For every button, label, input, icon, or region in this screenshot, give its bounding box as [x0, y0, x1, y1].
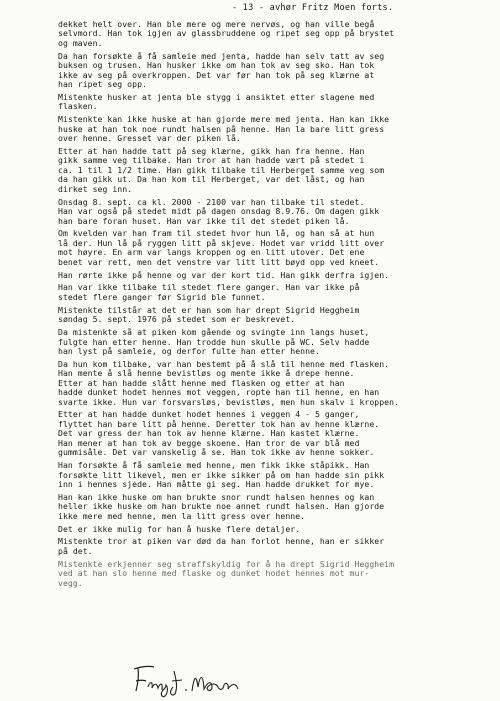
text-line: Da mistenkte så at piken kom gående og svingte inn langs huset, — [58, 327, 370, 338]
text-line: flyttet han bare litt på henne. Deretter tok han av henne klærne. — [58, 418, 380, 429]
paragraph — [58, 20, 490, 48]
text-line: Han mener at han tok av begge skoene. Han tror de var blå med — [58, 437, 360, 448]
text-line: mot høyre. En arm var langs kroppen og en litt utover. Det ene — [58, 247, 365, 258]
text-line: Han var også på stedet midt på dagen onsdag 8.9.76. Om dagen gikk — [58, 206, 380, 217]
paragraph — [58, 537, 490, 556]
text-line: ikke mere med henne, men la litt gress over henne. — [58, 510, 306, 521]
paragraph — [58, 461, 490, 489]
text-line: Han rørte ikke på henne og var der kort tid. Han gikk derfra igjen. — [58, 269, 390, 280]
text-line: Da han forsøkte å få samleie med jenta, hadde han selv tatt av seg — [58, 50, 385, 61]
text-line: heller ikke huske om han brukte noe annet rundt halsen. Han gjorde — [58, 501, 385, 512]
paragraph — [58, 283, 490, 302]
text-line: Mistenkte tror at piken var død da han forlot henne, han er sikker — [58, 536, 385, 547]
text-line: dirket seg inn. — [58, 183, 133, 194]
text-line: Mistenkte husker at jenta ble stygg i ansiktet etter slagene med — [58, 91, 375, 102]
text-line: Han mente å slå henne bevistløs og mente ikke å drepe henne. — [58, 368, 355, 379]
text-line: han lyst på samleie, og derfor fulte han etter henne. — [58, 345, 320, 356]
paragraph — [58, 147, 490, 194]
paragraph — [58, 52, 490, 90]
text-line: Onsdag 8. sept. ca kl. 2000 - 2100 var han tilbake til stedet. — [58, 196, 365, 207]
closing-statement — [58, 560, 490, 588]
text-line: Det er ikke mulig for han å huske flere detaljer. — [58, 523, 301, 534]
text-line: hadde dunket hodet hennes mot veggen, ropte han til henne, en han — [58, 387, 380, 398]
paragraph — [58, 493, 490, 521]
paragraph — [58, 93, 490, 112]
paragraph — [58, 306, 490, 325]
paragraph — [58, 115, 490, 143]
text-line: ca. 1 til 1 1/2 time. Han gikk tilbake til Herberget samme veg som — [58, 164, 385, 175]
paragraph — [58, 410, 490, 457]
text-line: fulgte han etter henne. Han trodde hun skulle på WC. Selv hadde — [58, 336, 370, 347]
text-line: ved at han slo henne med flaske og dunket hodet hennes mot mur- — [58, 568, 370, 579]
text-line: benet var rett, men det venstre var litt litt bøyd opp ved kneet. — [58, 256, 380, 267]
paragraph — [58, 360, 490, 407]
paragraph — [58, 525, 490, 534]
text-line: han bare foran huset. Han var ikke til det stedet piken lå. — [58, 215, 350, 226]
text-line: dekket helt over. Han ble mere og mere nervøs, og han ville begå — [58, 19, 375, 29]
text-line: flasken. — [58, 101, 98, 112]
text-line: buksen og trusen. Han husker ikke om han tok av seg sko. Han tok — [58, 60, 375, 71]
paragraph — [58, 271, 490, 280]
text-line: da han gikk ut. Da han kom til Herberget, var det låst, og han — [58, 174, 365, 185]
text-line: huske at han tok noe rundt halsen på henne. Han la bare litt gress — [58, 123, 385, 134]
text-line: gummisåle. Det var vanskelig å se. Han tok ikke av henne sokker. — [58, 447, 375, 458]
text-line: Da hun kom tilbake, var han bestemt på å slå til henne med flasken. — [58, 358, 390, 369]
paragraph — [58, 229, 490, 267]
paragraph — [58, 328, 490, 356]
paragraph — [58, 198, 490, 226]
text-line: Om kvelden var han fram til stedet hvor hun lå, og han så at hun — [58, 228, 375, 239]
text-line: over henne. Gresset var der piken lå. — [58, 133, 241, 144]
text-line: vegg. — [58, 577, 83, 588]
text-line: Etter at han hadde tatt på seg klærne, gikk han fra henne. Han — [58, 146, 365, 156]
text-line: Mistenkte erkjenner seg straffskyldig for å ha drept Sigrid Heggheim — [58, 558, 395, 569]
text-line: Det var gress der han tok av henne klærne. Han kastet klærne. — [58, 428, 360, 439]
text-line: Etter at han hadde dunket hodet hennes i veggen 4 - 5 ganger, — [58, 409, 360, 420]
text-line: inn i hennes sjede. Han måtte gi seg. Han hadde drukket for mye. — [58, 479, 375, 490]
text-line: på det. — [58, 545, 93, 556]
handwritten-signature — [128, 661, 268, 699]
text-line: Etter at han hadde slått henne med flasken og etter at han — [58, 377, 345, 388]
text-line: Han var ikke tilbake til stedet flere ganger. Han var ikke på — [58, 282, 360, 293]
document-body — [58, 20, 490, 592]
text-line: forsøkte litt likevel, men er ikke sikker på om han hadde sin pikk — [58, 469, 385, 480]
text-line: han ripet seg opp. — [58, 79, 147, 90]
text-line: stedet flere ganger før Sigrid ble funnet. — [58, 291, 266, 302]
page-header: - 13 - avhør Fritz Moen forts. — [232, 3, 394, 13]
text-line: selvmord. Han tok igjen av glassbruddene og ripet seg opp på brystet — [58, 28, 395, 39]
text-line: lå der. Hun lå på ryggen litt på skjeve. Hodet var vridd litt over — [58, 237, 385, 248]
text-line: ikke av seg på overkroppen. Det var før han tok på seg klærne at — [58, 69, 375, 80]
text-line: gikk samme veg tilbake. Han tror at han hadde vært på stedet i — [58, 155, 365, 166]
text-line: svarte ikke. Hun var forsvarsløs, bevistløs, men hun skalv i kroppen. — [58, 396, 399, 407]
text-line: Mistenkte kan ikke huske at han gjorde mere med jenta. Han kan ikke — [58, 114, 390, 125]
text-line: Han forsøkte å få samleie med henne, men fikk ikke ståpikk. Han — [58, 460, 370, 471]
text-line: Mistenkte tilstår at det er han som har drept Sigrid Heggheim — [58, 304, 360, 315]
text-line: søndag 5. sept. 1976 på stedet som er beskrevet. — [58, 314, 296, 325]
text-line: Han kan ikke huske om han brukte snor rundt halsen hennes og kan — [58, 491, 375, 502]
text-line: og maven. — [58, 37, 103, 48]
